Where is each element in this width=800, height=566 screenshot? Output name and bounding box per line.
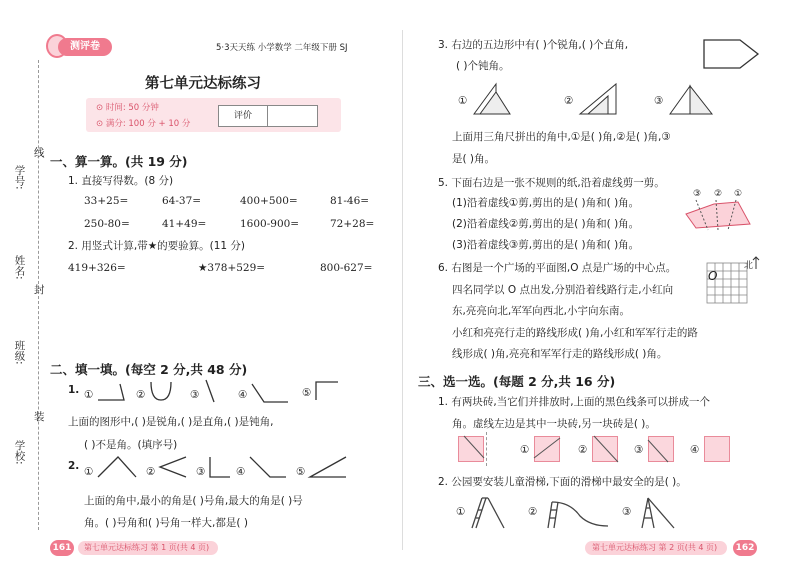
calc-item: 250-80= xyxy=(84,218,130,230)
set-square-combo-2 xyxy=(578,82,618,116)
page-number-right: 162 xyxy=(733,540,757,556)
irregular-paper-figure xyxy=(682,200,752,230)
acute-angle-figure xyxy=(96,380,126,402)
angle-figure-4 xyxy=(248,455,288,479)
section-2-title: 二、填一填。(每空 2 分,共 48 分) xyxy=(50,362,248,377)
angle-label: ① xyxy=(84,389,94,401)
q6-text: 小红和亮亮行走的路线形成( )角,小红和军军行走的路 xyxy=(452,327,698,339)
footer-text-left: 第七单元达标练习 第 1 页(共 4 页) xyxy=(84,543,210,552)
angle-label: ① xyxy=(84,466,94,478)
angle-label: ④ xyxy=(238,389,248,401)
binding-mount-mark: 装 xyxy=(34,411,45,423)
angle-label: ② xyxy=(136,389,146,401)
q6-text: 东,亮亮向北,军军向西北,小宇向东南。 xyxy=(452,305,631,317)
brick-line xyxy=(648,436,674,462)
calc-item: 33+25= xyxy=(84,195,129,207)
binding-seal-mark: 封 xyxy=(34,284,45,296)
time-limit: ⊙ 时间: 50 分钟 xyxy=(96,103,159,113)
q3-text: 是( )角。 xyxy=(452,153,496,165)
slide-option-label: ③ xyxy=(622,506,632,518)
brick-option-4[interactable] xyxy=(704,436,730,462)
page-number-left: 161 xyxy=(50,540,74,556)
score-label: 评价 xyxy=(234,111,253,121)
q7-text: 1. 有两块砖,当它们并排放时,上面的黑色线条可以拼成一个 xyxy=(438,396,711,408)
set-square-combo-3 xyxy=(668,82,714,116)
score-box[interactable] xyxy=(218,105,318,127)
calc-item: 72+28= xyxy=(330,218,375,230)
angle-figure-5 xyxy=(308,455,348,479)
ray-figure xyxy=(204,378,218,404)
q5-text: (3)沿着虚线③剪,剪出的是( )角和( )角。 xyxy=(452,239,640,251)
section-3-title: 三、选一选。(每题 2 分,共 16 分) xyxy=(418,374,616,389)
triangle-label: ③ xyxy=(654,95,664,107)
q3-text: 上面用三角尺拼出的角中,①是( )角,②是( )角,③ xyxy=(452,131,671,143)
right-angle-figure xyxy=(314,380,340,402)
brick-option-label: ④ xyxy=(690,444,700,456)
q3-question-text: 上面的图形中,( )是锐角,( )是直角,( )是钝角, xyxy=(68,416,274,428)
obtuse-angle-figure xyxy=(250,382,290,404)
calc-item: 64-37= xyxy=(162,195,202,207)
q1-title: 1. 直接写得数。(8 分) xyxy=(68,175,174,187)
slide-option-label: ② xyxy=(528,506,538,518)
student-id-label: 学号: xyxy=(13,165,26,190)
q3-number: 1. xyxy=(68,384,80,396)
slide-option-3[interactable] xyxy=(634,496,678,530)
q3-question-text: ( )不是角。(填序号) xyxy=(84,439,178,451)
class-label: 班级: xyxy=(13,340,26,365)
triangle-label: ② xyxy=(564,95,574,107)
angle-label: ③ xyxy=(190,389,200,401)
north-label: 北 xyxy=(744,261,754,271)
vertical-calc-item: 800-627= xyxy=(320,262,373,274)
school-label: 学校: xyxy=(13,440,26,465)
q3-text: ( )个钝角。 xyxy=(456,60,510,72)
test-badge: 测评卷 xyxy=(58,38,112,56)
q4-question-text: 角。( )号角和( )号角一样大,都是( ) xyxy=(84,517,248,529)
brick-line xyxy=(458,436,484,462)
name-label: 姓名: xyxy=(13,255,26,280)
slide-option-2[interactable] xyxy=(540,498,610,530)
brick-line xyxy=(534,436,560,462)
page-divider xyxy=(402,30,403,550)
series-info: 5·3天天练 小学数学 二年级下册 SJ xyxy=(216,43,348,53)
set-square-combo-1 xyxy=(472,82,512,116)
slide-option-label: ① xyxy=(456,506,466,518)
section-1-title: 一、算一算。(共 19 分) xyxy=(50,154,188,169)
cut-line-label: ② xyxy=(714,189,723,199)
brick-option-label: ③ xyxy=(634,444,644,456)
q5-text: 5. 下面右边是一张不规则的纸,沿着虚线剪一剪。 xyxy=(438,177,665,189)
brick-dashed-line xyxy=(486,432,487,466)
binding-line-mark: 线 xyxy=(34,147,45,159)
curve-figure xyxy=(148,380,174,402)
pentagon-figure xyxy=(700,38,760,70)
q8-text: 2. 公园要安装儿童滑梯,下面的滑梯中最安全的是( )。 xyxy=(438,476,687,488)
q2-title: 2. 用竖式计算,带★的要验算。(11 分) xyxy=(68,240,245,252)
cut-line-label: ① xyxy=(734,189,743,199)
angle-figure-1 xyxy=(96,455,138,479)
angle-label: ⑤ xyxy=(302,387,312,399)
full-score: ⊙ 满分: 100 分 + 10 分 xyxy=(96,119,191,129)
q4-number: 2. xyxy=(68,460,80,472)
cut-line-label: ③ xyxy=(693,189,702,199)
angle-label: ② xyxy=(146,466,156,478)
q5-text: (2)沿着虚线②剪,剪出的是( )角和( )角。 xyxy=(452,218,640,230)
angle-figure-3 xyxy=(208,455,232,479)
q3-text: 3. 右边的五边形中有( )个锐角,( )个直角, xyxy=(438,39,629,51)
brick-option-label: ② xyxy=(578,444,588,456)
slide-option-1[interactable] xyxy=(468,496,508,530)
q7-text: 角。虚线左边是其中一块砖,另一块砖是( )。 xyxy=(452,418,656,430)
q6-text: 线形成( )角,亮亮和军军行走的路线形成( )角。 xyxy=(452,348,668,360)
q6-text: 四名同学以 O 点出发,分别沿着线路行走,小红向 xyxy=(452,284,674,296)
angle-label: ③ xyxy=(196,466,206,478)
center-point-label: O xyxy=(708,269,718,283)
angle-label: ⑤ xyxy=(296,466,306,478)
q4-question-text: 上面的角中,最小的角是( )号角,最大的角是( )号 xyxy=(84,495,303,507)
footer-text-right: 第七单元达标练习 第 2 页(共 4 页) xyxy=(592,543,718,552)
angle-figure-2 xyxy=(158,455,188,479)
calc-item: 1600-900= xyxy=(240,218,300,230)
calc-item: 400+500= xyxy=(240,195,298,207)
brick-option-label: ① xyxy=(520,444,530,456)
q5-text: (1)沿着虚线①剪,剪出的是( )角和( )角。 xyxy=(452,197,640,209)
north-arrow-icon xyxy=(752,256,760,270)
q6-text: 6. 右图是一个广场的平面图,O 点是广场的中心点。 xyxy=(438,262,677,274)
vertical-calc-item: 419+326= xyxy=(68,262,126,274)
triangle-label: ① xyxy=(458,95,468,107)
calc-item: 81-46= xyxy=(330,195,370,207)
brick-line xyxy=(592,436,618,462)
angle-label: ④ xyxy=(236,466,246,478)
page-title: 第七单元达标练习 xyxy=(145,76,261,92)
calc-item: 41+49= xyxy=(162,218,207,230)
vertical-calc-item: ★378+529= xyxy=(198,262,266,274)
